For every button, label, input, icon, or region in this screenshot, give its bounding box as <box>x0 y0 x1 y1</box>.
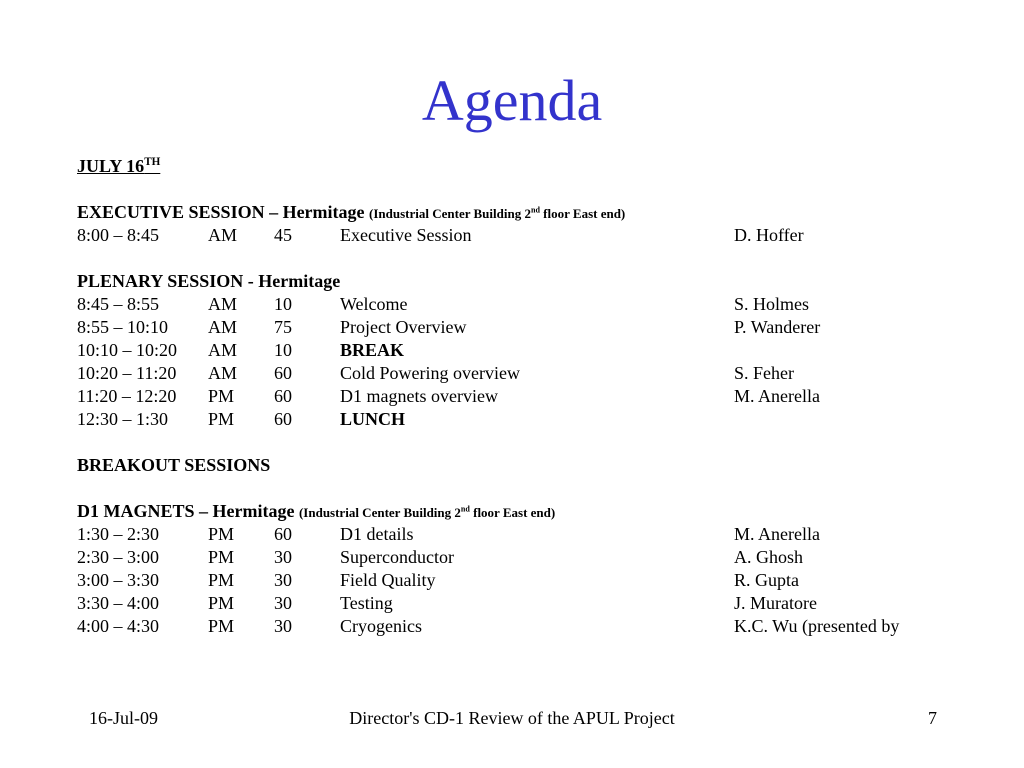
row-time: 11:20 – 12:20 <box>77 386 177 406</box>
row-duration: 75 <box>274 317 292 337</box>
row-topic: Project Overview <box>340 317 467 337</box>
row-speaker: P. Wanderer <box>734 317 821 337</box>
row-time: 3:30 – 4:00 <box>77 593 160 613</box>
footer-date: 16-Jul-09 <box>89 708 158 728</box>
row-topic: Testing <box>340 593 393 613</box>
date-heading <box>77 155 977 178</box>
executive-session-rows <box>77 224 977 247</box>
agenda-row <box>77 293 977 316</box>
row-time: 10:20 – 11:20 <box>77 363 177 383</box>
row-duration: 60 <box>274 386 292 406</box>
row-speaker: R. Gupta <box>734 570 799 590</box>
row-ampm: AM <box>208 363 238 383</box>
row-speaker: S. Holmes <box>734 294 810 314</box>
row-speaker: D. Hoffer <box>734 225 804 245</box>
executive-heading-text: EXECUTIVE SESSION – Hermitage <box>77 202 365 222</box>
row-topic: Cold Powering overview <box>340 363 520 383</box>
row-topic: D1 magnets overview <box>340 386 498 406</box>
row-time: 10:10 – 10:20 <box>77 340 178 360</box>
row-duration: 30 <box>274 616 292 636</box>
row-time: 8:45 – 8:55 <box>77 294 160 314</box>
executive-session-heading <box>77 201 977 224</box>
row-topic: LUNCH <box>340 409 406 429</box>
row-ampm: PM <box>208 409 235 429</box>
row-ampm: PM <box>208 570 235 590</box>
row-ampm: PM <box>208 386 235 406</box>
date-heading-sup: TH <box>144 156 161 168</box>
row-duration: 60 <box>274 409 292 429</box>
agenda-row <box>77 339 977 362</box>
row-time: 12:30 – 1:30 <box>77 409 169 429</box>
agenda-row <box>77 592 977 615</box>
row-topic: BREAK <box>340 340 405 360</box>
row-speaker: A. Ghosh <box>734 547 804 567</box>
agenda-row <box>77 408 977 431</box>
row-duration: 60 <box>274 524 292 544</box>
row-speaker: M. Anerella <box>734 386 820 406</box>
row-time: 3:00 – 3:30 <box>77 570 160 590</box>
executive-location: (Industrial Center Building 2nd floor East end) <box>369 205 626 221</box>
agenda-row <box>77 362 977 385</box>
plenary-session-rows <box>77 293 977 431</box>
row-ampm: AM <box>208 317 238 337</box>
row-speaker: J. Muratore <box>734 593 817 613</box>
plenary-session-heading: PLENARY SESSION - Hermitage <box>77 271 341 291</box>
row-ampm: PM <box>208 547 235 567</box>
row-duration: 60 <box>274 363 292 383</box>
row-topic: Field Quality <box>340 570 436 590</box>
row-time: 4:00 – 4:30 <box>77 616 160 636</box>
row-time: 1:30 – 2:30 <box>77 524 160 544</box>
row-ampm: PM <box>208 616 235 636</box>
row-topic: Executive Session <box>340 225 472 245</box>
d1-magnets-heading <box>77 500 977 523</box>
row-duration: 45 <box>274 225 292 245</box>
agenda-row <box>77 385 977 408</box>
agenda-row <box>77 546 977 569</box>
row-duration: 30 <box>274 547 292 567</box>
d1-location: (Industrial Center Building 2nd floor East end) <box>298 504 556 520</box>
agenda-row <box>77 569 977 592</box>
row-ampm: AM <box>208 340 238 360</box>
row-time: 8:00 – 8:45 <box>77 225 160 245</box>
row-duration: 30 <box>274 593 292 613</box>
row-topic: D1 details <box>340 524 414 544</box>
d1-heading-text: D1 MAGNETS – Hermitage <box>77 501 295 521</box>
footer-title: Director's CD-1 Review of the APUL Project <box>349 708 675 728</box>
agenda-row <box>77 224 977 247</box>
row-topic: Welcome <box>340 294 408 314</box>
row-time: 2:30 – 3:00 <box>77 547 160 567</box>
slide-title: Agenda <box>421 68 603 133</box>
row-speaker: M. Anerella <box>734 524 820 544</box>
agenda-row <box>77 523 977 546</box>
row-speaker: S. Feher <box>734 363 794 383</box>
footer-page-number: 7 <box>928 708 937 728</box>
row-ampm: PM <box>208 593 235 613</box>
row-ampm: PM <box>208 524 235 544</box>
agenda-body <box>77 155 977 638</box>
row-duration: 30 <box>274 570 292 590</box>
d1-magnets-rows <box>77 523 977 638</box>
date-heading-text: JULY 16 <box>77 156 145 176</box>
row-duration: 10 <box>274 340 292 360</box>
row-topic: Superconductor <box>340 547 454 567</box>
row-ampm: AM <box>208 225 238 245</box>
row-topic: Cryogenics <box>340 616 422 636</box>
agenda-row <box>77 615 977 638</box>
row-time: 8:55 – 10:10 <box>77 317 169 337</box>
agenda-row <box>77 316 977 339</box>
row-duration: 10 <box>274 294 292 314</box>
row-ampm: AM <box>208 294 238 314</box>
row-speaker: K.C. Wu (presented by <box>734 616 900 636</box>
breakout-sessions-heading: BREAKOUT SESSIONS <box>77 455 271 475</box>
